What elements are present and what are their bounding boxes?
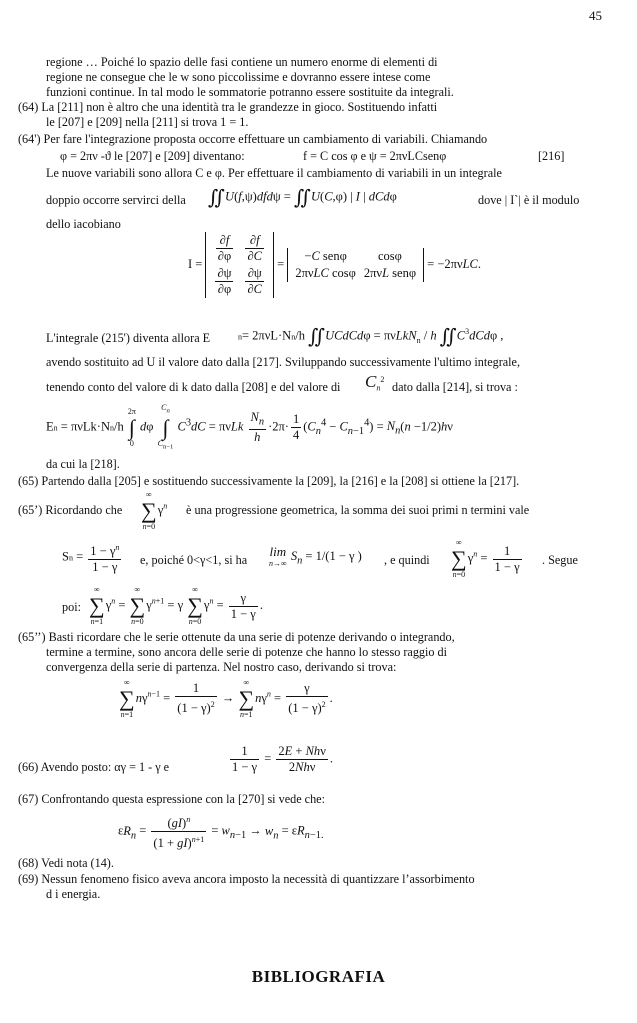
note-69: (69) Nessun fenomeno fisico aveva ancora imposto la necessità di quantizzare l’assorbimento: [18, 872, 475, 886]
derivative-series-equation: ∞ ∑ n=1 $n\gamma^{n-1}$ = $\frac{1}{(1 - \gamma)^2}$ → ∞ ∑ n=1 $n\gamma^n$ = $\frac{\gamma}{(1 - \gamma)^2}$ .: [119, 678, 333, 719]
text-line: dato dalla [214], si trova :: [392, 380, 518, 394]
text-line: , e quindi: [384, 553, 430, 567]
partial-sum-equation: Sn = $\frac{1 - \gamma^n}{1 - \gamma}$: [62, 540, 123, 575]
text-line: dove | I`| è il modulo: [478, 193, 580, 207]
text-line: doppio occorre servirci della: [46, 193, 186, 207]
text-line: convergenza della serie di partenza. Nel nostro caso, derivando si trova:: [46, 660, 397, 674]
text-line: regione … Poiché lo spazio delle fasi contiene un numero enorme di elementi di: [46, 55, 438, 69]
text-line: da cui la [218].: [46, 457, 120, 471]
text-line: L'integrale (215') diventa allora E: [46, 331, 211, 345]
note-65: (65) Partendo dalla [205] e sostituendo successivamente la [209], la [216] e la [208] si ottiene la [217].: [18, 474, 520, 488]
energy-result-equation: En = πνLk·Nn/h 2π ∫ 0 dφ $C_n$ ∫ $C_{n-1}$ $C^3dC = \pi\nu Lk$ $\frac{N_n}{h}$ ·2π· $\frac{1}{4}$ $(C_n^4 - C_{n-1}^4) = N_n(n -1/2)h\nu$: [46, 403, 453, 451]
text-line: poi:: [62, 600, 81, 614]
text-line: funzioni continue. In tal modo le sommatorie potranno essere sostituite da integrali.: [46, 85, 454, 99]
jacobian-equation: I = $\frac{\partial f}{\partial\varphi}$ $\frac{\partial f}{\partial C}$ $\frac{\partial\psi}{\partial\varphi}$ $\frac{\partial\psi}{\partial C}$ = −C senφ cosφ 2πνLC cosφ 2πνL senφ = −2πνLC.: [188, 233, 482, 296]
limit-equation: lim n→∞ $S_n = 1/(1 - \gamma$ ): [269, 544, 362, 568]
text-line: . Segue: [542, 553, 578, 567]
page-number: 45: [589, 8, 602, 23]
note-66: (66) Avendo posto: αγ = 1 - γ e: [18, 760, 170, 774]
text-line: dello iacobiano: [46, 217, 121, 231]
series-sum-result: ∞ ∑ n=0 $\gamma^n$ = $\frac{1}{1 - \gamma}$: [451, 538, 520, 579]
text-line: d i energia.: [46, 887, 101, 901]
note-64-prime: (64') Per fare l'integrazione proposta occorre effettuare un cambiamento di variabili. Chiamando: [18, 132, 488, 146]
alpha-definition-equation: $\frac{1}{1 - \gamma}$ = $\frac{\text{2E + Nhν}}{\text{2Nhν}}$ .: [232, 744, 333, 774]
text-line: tenendo conto del valore di k dato dalla [208] e del valore di: [46, 380, 341, 394]
integral-change-variables: ∬U(f,ψ)dfdψ = ∬U(C,φ) | I | dCdφ: [208, 187, 397, 209]
bibliography-heading: BIBLIOGRAFIA: [251, 967, 386, 986]
text-line: le [207] e [209] nella [211] si trova 1 = 1.: [46, 115, 249, 129]
text-line: regione ne consegue che le w sono piccolissime e dovranno essere intese come: [46, 70, 431, 84]
equation-number: [216]: [538, 149, 565, 163]
recursion-equation: $\varepsilon R_n$ = $\frac{(gI)^n}{(1 + gI)^{n+1}}$ = $w_{n-1} \to w_n = \varepsilon R_{n-1.}$: [118, 812, 324, 851]
note-64: (64) La [211] non è altro che una identità tra le grandezze in gioco. Sostituendo infatti: [18, 100, 438, 114]
text-line: avendo sostituito ad U il valore dato dalla [217]. Sviluppando successivamente l'ultimo integrale,: [46, 355, 521, 369]
c-n-squared: $C_n^2$: [365, 372, 385, 393]
text-line: e, poiché 0<γ<1, si ha: [140, 553, 248, 567]
note-68: (68) Vedi nota (14).: [18, 856, 114, 870]
series-shift-equation: ∞ ∑ n=1 $\gamma^n$ = ∞ ∑ n=0 $\gamma^{n+1} = \gamma$ ∞ ∑ n=0 $\gamma^n$ = $\frac{\gamma}{1 - \gamma}$ .: [89, 585, 263, 626]
text-line: termine a termine, sono ancora delle serie di potenze che hanno lo stesso raggio di: [46, 645, 448, 659]
note-65-prime: (65’) Ricordando che: [18, 503, 123, 517]
note-67: (67) Confrontando questa espressione con la [270] si vede che:: [18, 792, 325, 806]
text-line: φ = 2πν -ϑ le [207] e [209] diventano:: [60, 149, 245, 163]
note-65-double-prime: (65’’) Basti ricordare che le serie ottenute da una serie di potenze derivando o integrando,: [18, 630, 455, 644]
geometric-series: ∞ ∑ n=0 $\gamma^n$: [141, 490, 168, 531]
equation-216: f = C cos φ e ψ = 2πνLCsenφ: [303, 149, 447, 163]
text-line: Le nuove variabili sono allora C e φ. Per effettuare il cambiamento di variabili in un integrale: [46, 166, 502, 180]
text-line: è una progressione geometrica, la somma dei suoi primi n termini vale: [186, 503, 530, 517]
energy-integral: n= 2πνL·Nn/h ∬UCdCdφ = πνLkN$_n$ / h $∬C^3dCd\varphi$ ,: [238, 326, 504, 348]
